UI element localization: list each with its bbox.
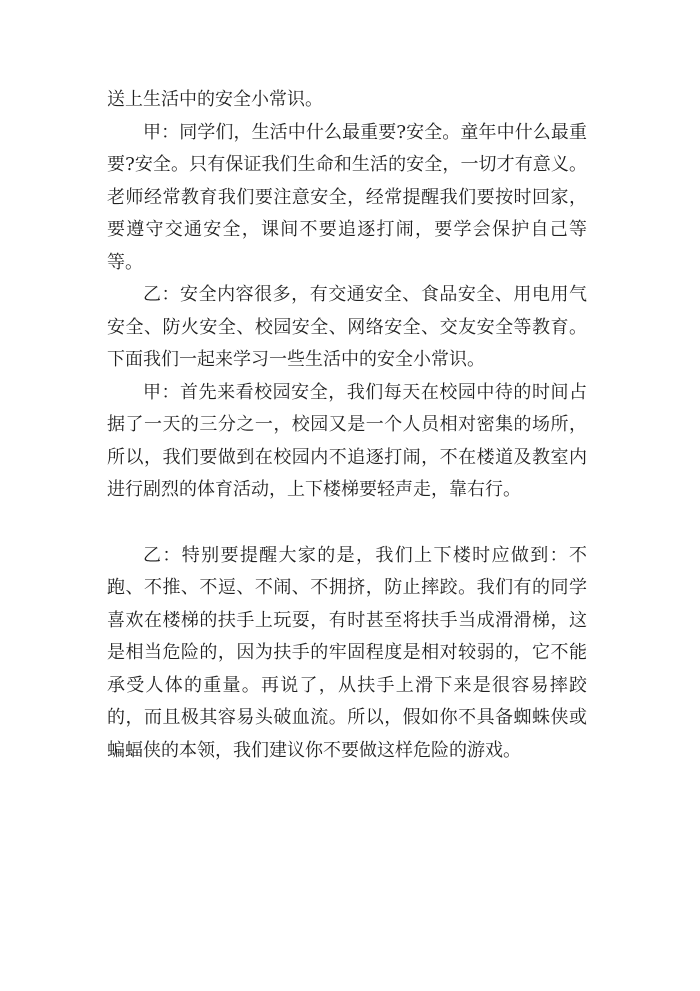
paragraph-jia-2: 甲：首先来看校园安全，我们每天在校园中待的时间占据了一天的三分之一，校园又是一个人员相对密集的场所，所以，我们要做到在校园内不追逐打闹，不在楼道及教室内进行剧烈的体育活动，上下楼梯要轻声走，靠右行。 — [107, 381, 587, 500]
paragraph-intro-continuation: 送上生活中的安全小常识。 — [107, 89, 323, 110]
document-body — [107, 84, 587, 767]
paragraph-yi-2: 乙：特别要提醒大家的是，我们上下楼时应做到：不跑、不推、不逗、不闹、不拥挤，防止摔跤。我们有的同学喜欢在楼梯的扶手上玩耍，有时甚至将扶手当成滑滑梯，这是相当危险的，因为扶手的牢固程度是相对较弱的，它不能承受人体的重量。再说了，从扶手上滑下来是很容易摔跤的，而且极其容易头破血流。所以，假如你不具备蜘蛛侠或蝙蝠侠的本领，我们建议你不要做这样危险的游戏。 — [107, 544, 587, 761]
paragraph-jia-1: 甲：同学们，生活中什么最重要?安全。童年中什么最重要?安全。只有保证我们生命和生活的安全，一切才有意义。老师经常教育我们要注意安全，经常提醒我们要按时回家，要遵守交通安全，课间不要追逐打闹，要学会保护自己等等。 — [107, 121, 587, 273]
paragraph-yi-1: 乙：安全内容很多，有交通安全、食品安全、用电用气安全、防火安全、校园安全、网络安全、交友安全等教育。下面我们一起来学习一些生活中的安全小常识。 — [107, 284, 587, 370]
